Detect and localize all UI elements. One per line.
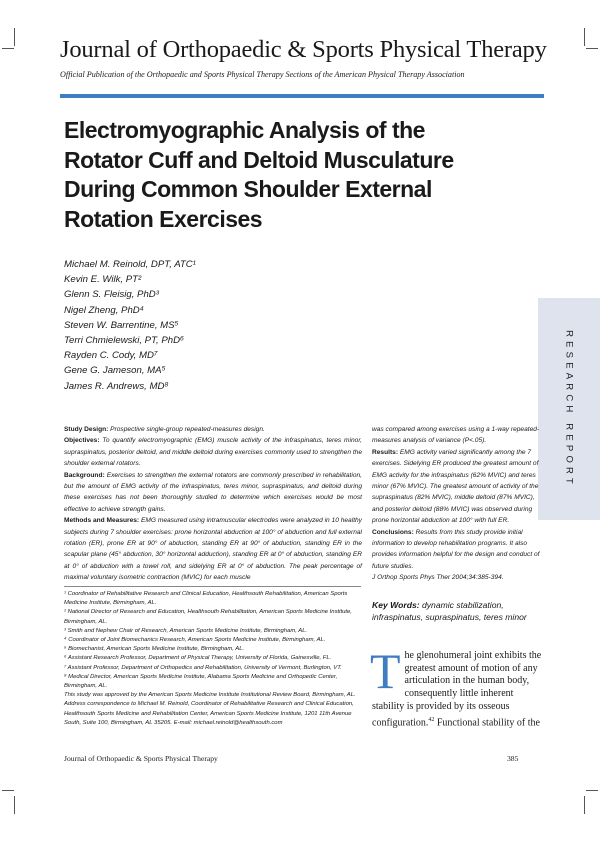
citation: J Orthop Sports Phys Ther 2004;34:385-394. [372,574,504,582]
conclusions-label: Conclusions: [372,528,414,536]
footer-journal: Journal of Orthopaedic & Sports Physical Therapy [64,754,218,763]
author: Nigel Zheng, PhD⁴ [64,304,144,316]
footnote-divider [64,586,361,587]
author: Kevin E. Wilk, PT² [64,274,142,286]
methods-label: Methods and Measures: [64,517,140,525]
author-list [64,257,196,394]
keywords [372,599,544,623]
conclusions-text: Results from this study provide initial information to develop rehabilitation programs. It also provides information helpful for the design and conduct of future studies. [372,528,540,570]
design-label: Study Design: [64,426,109,433]
section-label: RESEARCH REPORT [563,330,575,488]
crop-mark-bottom-right [584,796,585,814]
footnote: ⁵ Biomechanist, American Sports Medicine Institute, Birmingham, AL. [64,646,245,653]
footnote: ¹ Coordinator of Rehabilitative Research and Clinical Education, Healthsouth Rehabilitation, American Sports Medicine Institute, Birmingham, AL. [64,591,348,607]
methods-continued: was compared among exercises using a 1-way repeated-measures analysis of variance (P<.05). [372,426,540,445]
author: Glenn S. Fleisig, PhD³ [64,289,159,301]
crop-mark-top-right-h [586,48,598,49]
crop-mark-bottom-left-h [2,790,14,791]
footnote: ⁴ Coordinator of Joint Biomechanics Research, American Sports Medicine Institute, Birmingham, AL. [64,637,326,644]
footnote: ⁸ Medical Director, American Sports Medicine Institute, Alabama Sports Medicine and Orthopedic Center, Birmingham, AL. [64,673,338,690]
results-text: EMG activity varied significantly among the 7 exercises. Sidelying ER produced the greatest amount of EMG activity for the infraspinatus (62% MVIC) and teres minor (67% MVIC). The greatest amount of activity of the supraspinatus (82% MVIC), middle deltoid (87% MVIC), and posterior deltoid (88% MVIC) was observed during prone horizontal abduction at 100° with full ER. [372,448,539,525]
body-text [370,643,544,730]
abstract-right-column [372,424,544,584]
crop-mark-bottom-left [14,796,15,814]
body-paragraph-cont: Functional stability of the [434,716,540,728]
crop-mark-top-right [584,28,585,46]
footnote: ⁶ Assistant Research Professor, Department of Physical Therapy, University of Florida, Gainesville, FL. [64,655,332,662]
header-rule [60,94,544,98]
journal-subtitle: Official Publication of the Orthopaedic and Sports Physical Therapy Sections of the American Physical Therapy Association [60,70,465,79]
footnote: This study was approved by the American Sports Medicine Institute Institutional Review Board, Birmingham, AL. [64,692,356,699]
author: Steven W. Barrentine, MS⁵ [64,319,179,331]
footnote: ² National Director of Research and Education, Healthsouth Rehabilitation, American Sports Medicine Institute, Birmingham, AL. [64,609,352,625]
design-text: Prospective single-group repeated-measures design. [110,426,265,433]
results-label: Results: [372,448,399,456]
background-text: Exercises to strengthen the external rotators are commonly prescribed in rehabilitation, but the amount of EMG activity of the infraspinatus, teres minor, supraspinatus, and deltoid during these exercises has not been thoroughly studied to determine which exercises would be most effective to achieve strength gains. [64,471,362,513]
reference-number: 42 [428,716,435,723]
author: Gene G. Jameson, MA⁵ [64,365,166,377]
author: Terri Chmielewski, PT, PhD⁶ [64,335,185,347]
footnote: Address correspondence to Michael M. Reinold, Coordinator of Rehabilitative Research and Clinical Education, Healthsouth Sports Medicine and Rehabilitation Center, American Sports Medicine Institute, 1201 11th Avenue South, Suite 100, Birmingham, AL 35205. E-mail: michael.reinold@healthsouth.com [64,701,354,726]
article-title: Electromyographic Analysis of the Rotator Cuff and Deltoid Musculature During Common Shoulder External Rotation Exercises [64,117,454,232]
crop-mark-top-left [14,28,15,46]
crop-mark-bottom-right-h [586,790,598,791]
author: Michael M. Reinold, DPT, ATC¹ [64,259,196,270]
footnote: ³ Smith and Nephew Chair of Research, American Sports Medicine Institute, Birmingham, AL. [64,627,308,634]
background-label: Background: [64,471,105,479]
journal-title: Journal of Orthopaedic & Sports Physical Therapy [60,36,547,63]
methods-text: EMG measured using intramuscular electrodes were analyzed in 10 healthy subjects during 7 shoulder exercises: prone horizontal abduction at 100° of abduction and full external rotation (ER), prone ER at 90° of abduction, standing ER at 90° of abduction, standing ER in the scapular plane (45° abduction, 30° horizontal adduction), standing ER at 0° of abduction, standing ER at 0° of abduction with a towel roll, and sidelying ER at 0° of abduction. The peak percentage of maximal voluntary isometric contraction (MVIC) for each muscle [64,517,362,582]
page-number: 385 [507,754,519,763]
keywords-label: Key Words: [372,600,420,610]
author: James R. Andrews, MD⁸ [64,380,169,392]
footnotes [64,590,362,728]
crop-mark-top-left-h [2,48,14,49]
objectives-text: To quantify electromyographic (EMG) muscle activity of the infraspinatus, teres minor, supraspinatus, posterior deltoid, and middle deltoid during exercises commonly used to strengthen the shoulder external rotators. [64,437,362,468]
drop-cap: T [370,643,401,699]
keywords-text: dynamic stabilization, infraspinatus, supraspinatus, teres minor [372,600,527,622]
footnote: ⁷ Assistant Professor, Department of Orthopedics and Rehabilitation, University of Vermont, Burlington, VT. [64,664,342,671]
objectives-label: Objectives: [64,437,100,445]
author: Rayden C. Cody, MD⁷ [64,350,158,362]
body-paragraph: he glenohumeral joint exhibits the greatest amount of motion of any articulation in the human body, consequently little inherent stability is provided by its osseous configuration. [372,650,542,728]
abstract-left-column [64,424,362,584]
